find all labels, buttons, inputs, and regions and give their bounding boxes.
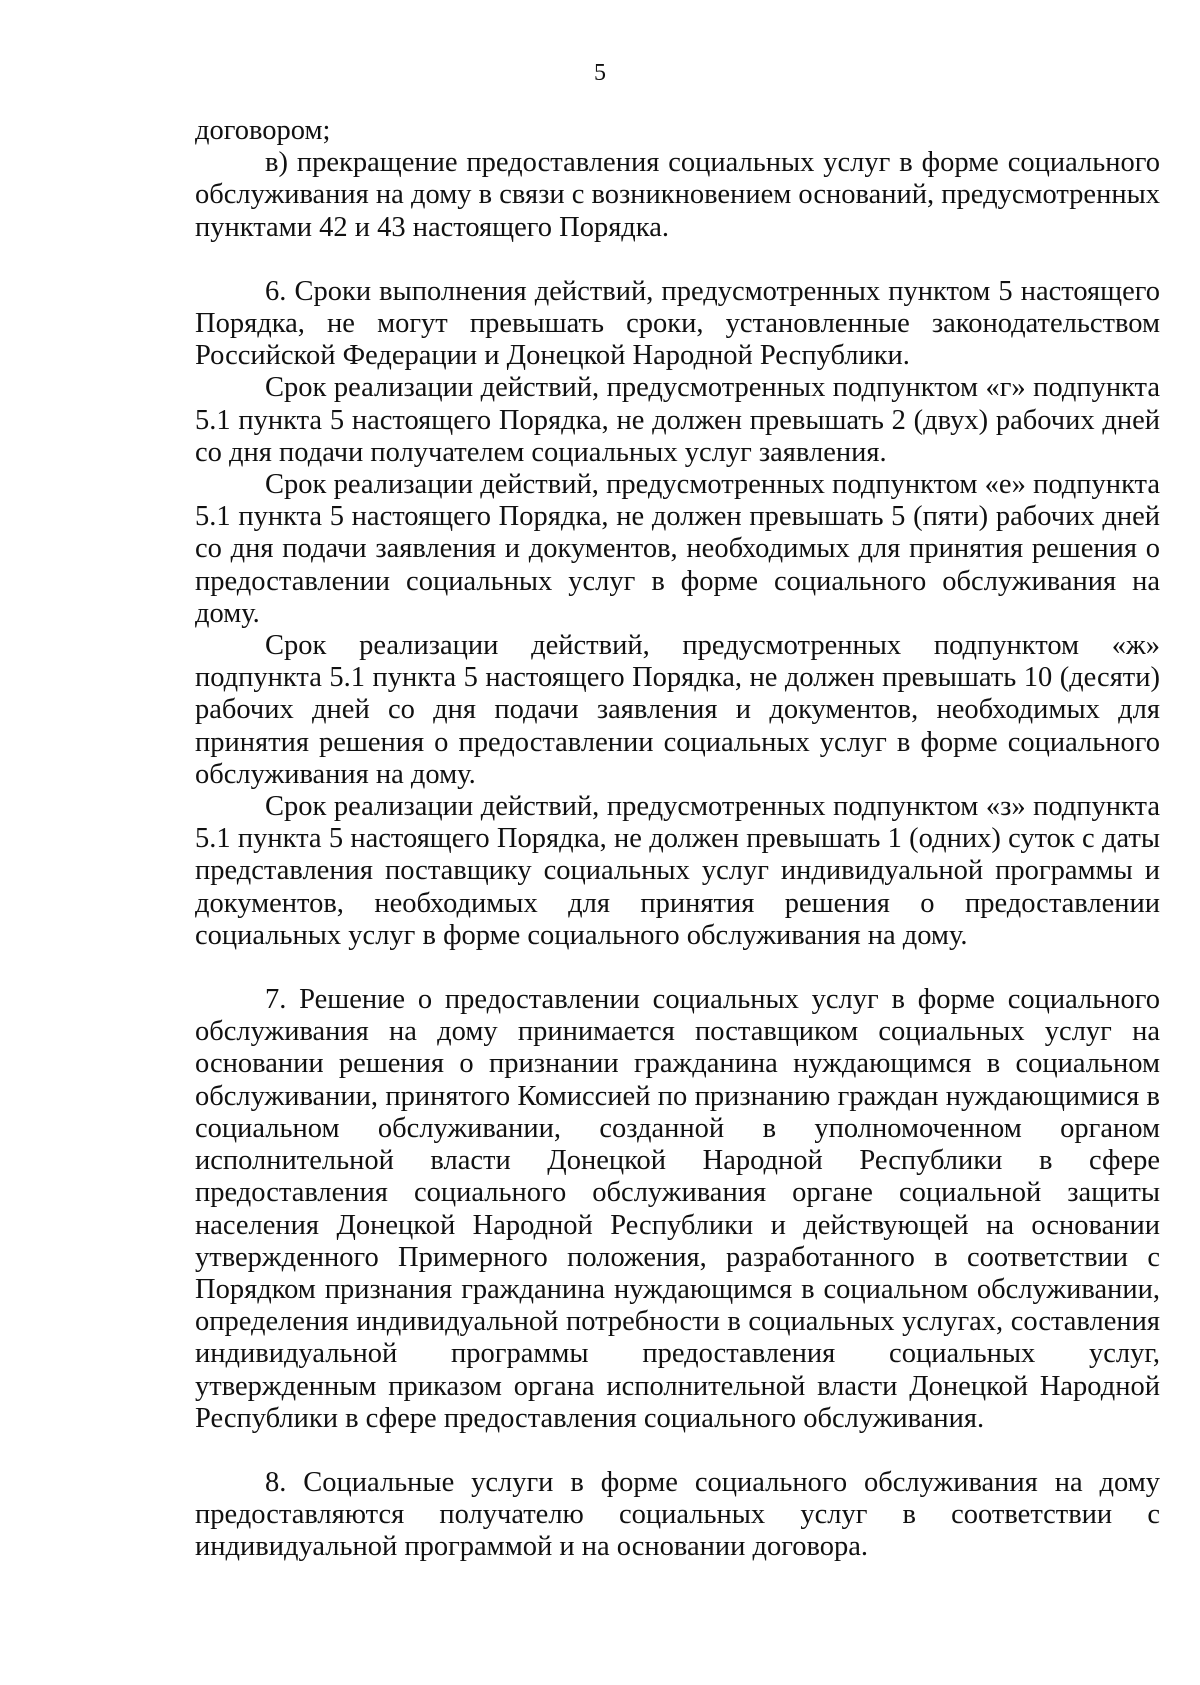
page-number: 5 bbox=[594, 60, 606, 86]
paragraph-section-6: 6. Сроки выполнения действий, предусмотренных пунктом 5 настоящего Порядка, не могут превышать сроки, установленные законодательством Российской Федерации и Донецкой Народной Республики. bbox=[195, 275, 1160, 372]
paragraph-continuation: договором; bbox=[195, 115, 331, 146]
paragraph-section-7: 7. Решение о предоставлении социальных услуг в форме социального обслуживания на дому принимается поставщиком социальных услуг на основании решения о признании гражданина нуждающимся в социальном обслуживании, принятого Комиссией по признанию граждан нуждающимися в социальном обслуживании, созданной в уполномоченном органом исполнительной власти Донецкой Народной Республики в сфере предоставления социального обслуживания органе социальной защиты населения Донецкой Народной Республики и действующей на основании утвержденного Примерного положения, разработанного в соответствии с Порядком признания гражданина нуждающимся в социальном обслуживании, определения индивидуальной потребности в социальных услугах, составления индивидуальной программы предоставления социальных услуг, утвержденным приказом органа исполнительной власти Донецкой Народной Республики в сфере предоставления социального обслуживания. bbox=[195, 984, 1160, 1434]
paragraph-term-e: Срок реализации действий, предусмотренных подпунктом «е» подпункта 5.1 пункта 5 настоящего Порядка, не должен превышать 5 (пяти) рабочих дней со дня подачи заявления и документов, необходимых для принятия решения о предоставлении социальных услуг в форме социального обслуживания на дому. bbox=[195, 469, 1160, 629]
paragraph-term-z: Срок реализации действий, предусмотренных подпунктом «з» подпункта 5.1 пункта 5 настоящего Порядка, не должен превышать 1 (одних) суток с даты представления поставщику социальных услуг индивидуальной программы и документов, необходимых для принятия решения о предоставлении социальных услуг в форме социального обслуживания на дому. bbox=[195, 791, 1160, 951]
paragraph-term-zh: Срок реализации действий, предусмотренных подпунктом «ж» подпункта 5.1 пункта 5 настоящего Порядка, не должен превышать 10 (десяти) рабочих дней со дня подачи заявления и документов, необходимых для принятия решения о предоставлении социальных услуг в форме социального обслуживания на дому. bbox=[195, 630, 1160, 790]
paragraph-section-8: 8. Социальные услуги в форме социального обслуживания на дому предоставляются получателю социальных услуг в соответствии с индивидуальной программой и на основании договора. bbox=[195, 1466, 1160, 1563]
paragraph-item-v: в) прекращение предоставления социальных услуг в форме социального обслуживания на дому в связи с возникновением оснований, предусмотренных пунктами 42 и 43 настоящего Порядка. bbox=[195, 147, 1160, 243]
document-body bbox=[195, 115, 1160, 1564]
paragraph-term-g: Срок реализации действий, предусмотренных подпунктом «г» подпункта 5.1 пункта 5 настоящего Порядка, не должен превышать 2 (двух) рабочих дней со дня подачи получателем социальных услуг заявления. bbox=[195, 372, 1160, 468]
